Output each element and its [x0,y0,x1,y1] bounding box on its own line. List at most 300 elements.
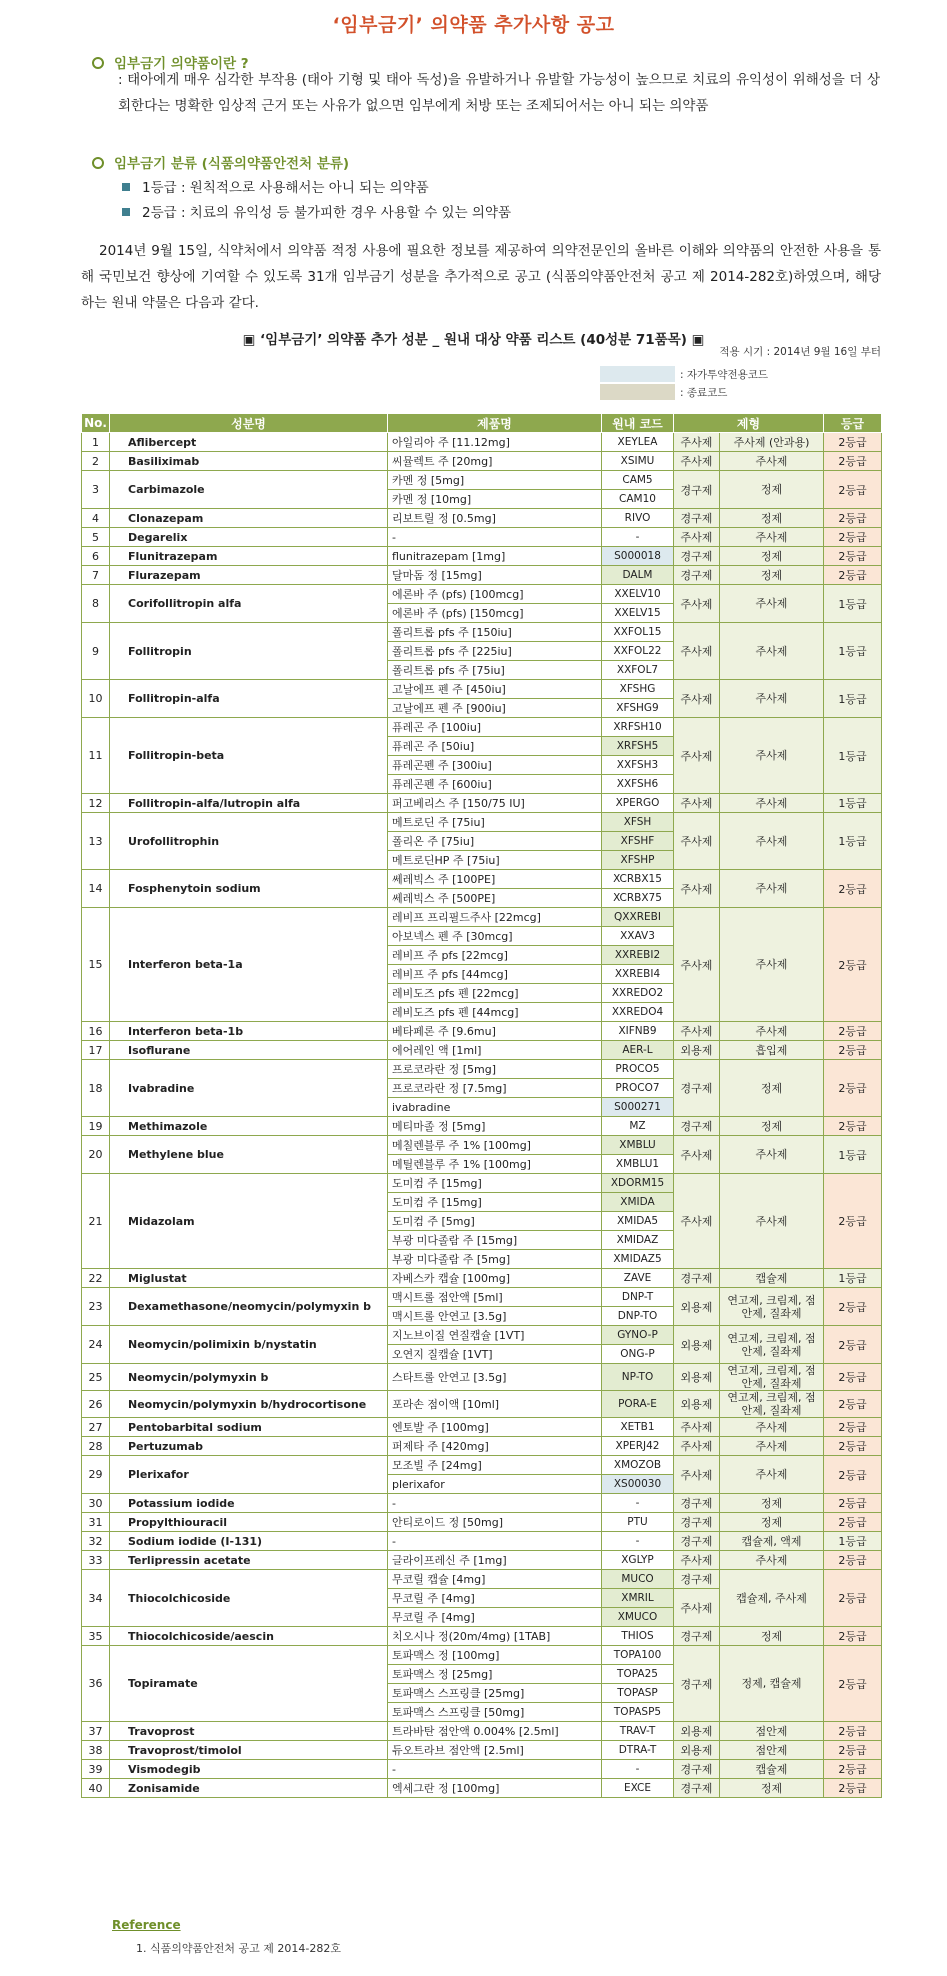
table-row [82,1456,882,1475]
table-row [82,1741,882,1760]
internal-code: RIVO [602,509,674,528]
table-row [82,1551,882,1570]
grade-value: 1등급 [824,680,882,718]
product-name: 고날에프 펜 주 [450iu] [388,680,602,699]
dosage-type: 경구제 [674,1117,720,1136]
dosage-type: 주사제 [674,585,720,623]
product-name: - [388,528,602,547]
product-name: 에론바 주 (pfs) [100mcg] [388,585,602,604]
col-header-grade: 등급 [824,414,882,433]
class-item-1: 1등급 : 원칙적으로 사용해서는 아니 되는 의약품 [122,176,429,196]
product-name: 오연지 질캡슐 [1VT] [388,1345,602,1364]
internal-code: XFSHG [602,680,674,699]
ingredient-name: Follitropin-alfa/lutropin alfa [110,794,388,813]
grade-value: 1등급 [824,623,882,680]
dosage-form: 주사제 [720,1418,824,1437]
row-number: 9 [82,623,110,680]
internal-code: - [602,1494,674,1513]
grade-value: 2등급 [824,1288,882,1326]
internal-code: XXREDO4 [602,1003,674,1022]
row-number: 38 [82,1741,110,1760]
row-number: 20 [82,1136,110,1174]
table-row [82,585,882,604]
row-number: 13 [82,813,110,870]
internal-code: TOPASP5 [602,1703,674,1722]
dosage-form: 정제 [720,547,824,566]
grade-value: 1등급 [824,585,882,623]
dosage-form: 정제 [720,1779,824,1798]
internal-code: XXREDO2 [602,984,674,1003]
ingredient-name: Neomycin/polimixin b/nystatin [110,1326,388,1364]
internal-code: XMRIL [602,1589,674,1608]
ingredient-name: Miglustat [110,1269,388,1288]
product-name: ivabradine [388,1098,602,1117]
dosage-type: 경구제 [674,1060,720,1117]
dosage-type: 주사제 [674,1174,720,1269]
dosage-type: 경구제 [674,1570,720,1589]
internal-code: TOPA25 [602,1665,674,1684]
internal-code: PROCO5 [602,1060,674,1079]
product-name: 베타페론 주 [9.6mu] [388,1022,602,1041]
grade-value: 2등급 [824,1627,882,1646]
internal-code: GYNO-P [602,1326,674,1345]
ingredient-name: Topiramate [110,1646,388,1722]
col-header-ingredient: 성분명 [110,414,388,433]
product-name: 에어레인 액 [1ml] [388,1041,602,1060]
product-name: - [388,1760,602,1779]
row-number: 36 [82,1646,110,1722]
internal-code: DTRA-T [602,1741,674,1760]
row-number: 40 [82,1779,110,1798]
table-row [82,1364,882,1391]
class-heading-text: 임부금기 분류 (식품의약품안전처 분류) [114,156,350,172]
table-row [82,1627,882,1646]
dosage-form: 주사제 [720,452,824,471]
dosage-type: 경구제 [674,1269,720,1288]
product-name: 고날에프 펜 주 [900iu] [388,699,602,718]
internal-code: XRFSH10 [602,718,674,737]
product-name: 도미컴 주 [15mg] [388,1174,602,1193]
table-row [82,1418,882,1437]
grade-value: 2등급 [824,1060,882,1117]
grade-value: 2등급 [824,1551,882,1570]
dosage-type: 주사제 [674,813,720,870]
internal-code: PORA-E [602,1391,674,1418]
product-name: 퍼고베리스 주 [150/75 IU] [388,794,602,813]
table-row [82,1391,882,1418]
dosage-type: 경구제 [674,471,720,509]
ingredient-name: Pertuzumab [110,1437,388,1456]
dosage-form: 정제 [720,471,824,509]
grade-value: 2등급 [824,1760,882,1779]
dosage-type: 외용제 [674,1364,720,1391]
dosage-form: 주사제 [720,585,824,623]
product-name: 무코릴 주 [4mg] [388,1589,602,1608]
product-name: 퓨레곤펜 주 [600iu] [388,775,602,794]
grade-value: 2등급 [824,452,882,471]
grade-value: 2등급 [824,433,882,452]
dosage-form: 주사제 [720,908,824,1022]
product-name: - [388,1494,602,1513]
ingredient-name: Plerixafor [110,1456,388,1494]
internal-code: XXELV15 [602,604,674,623]
product-name: 프로코라란 정 [7.5mg] [388,1079,602,1098]
table-row [82,1022,882,1041]
table-row [82,623,882,642]
dosage-form: 주사제 [720,680,824,718]
dosage-type: 경구제 [674,1646,720,1722]
internal-code: XMOZOB [602,1456,674,1475]
row-number: 37 [82,1722,110,1741]
ingredient-name: Flurazepam [110,566,388,585]
table-row [82,1326,882,1345]
internal-code: TOPASP [602,1684,674,1703]
product-name: 엔토발 주 [100mg] [388,1418,602,1437]
ingredient-name: Travoprost/timolol [110,1741,388,1760]
grade-value: 2등급 [824,1391,882,1418]
row-number: 10 [82,680,110,718]
row-number: 11 [82,718,110,794]
dosage-type: 주사제 [674,1551,720,1570]
product-name: 자베스카 캡슐 [100mg] [388,1269,602,1288]
table-row [82,1269,882,1288]
ingredient-name: Methylene blue [110,1136,388,1174]
ingredient-name: Follitropin [110,623,388,680]
product-name: 퓨레곤펜 주 [300iu] [388,756,602,775]
internal-code: QXXREBI [602,908,674,927]
grade-value: 1등급 [824,1136,882,1174]
dosage-form: 정제 [720,509,824,528]
ingredient-name: Neomycin/polymyxin b/hydrocortisone [110,1391,388,1418]
dosage-form: 정제 [720,1494,824,1513]
ingredient-name: Potassium iodide [110,1494,388,1513]
internal-code: PROCO7 [602,1079,674,1098]
product-name: 레비프 프리필드주사 [22mcg] [388,908,602,927]
table-row [82,547,882,566]
table-row [82,908,882,927]
dosage-type: 경구제 [674,1760,720,1779]
row-number: 14 [82,870,110,908]
legend-label-discontinued: : 종료코드 [680,387,728,399]
dosage-form: 주사제 [720,1551,824,1570]
internal-code: XXAV3 [602,927,674,946]
row-number: 23 [82,1288,110,1326]
dosage-type: 외용제 [674,1041,720,1060]
product-name: 아일리아 주 [11.12mg] [388,433,602,452]
row-number: 1 [82,433,110,452]
intro-paragraph: 2014년 9월 15일, 식약처에서 의약품 적정 사용에 필요한 정보를 제공하여 의약전문인의 올바른 이해와 의약품의 안전한 사용을 통해 국민보건 향상에 기여할 수 있도록 31개 임부금기 성분을 추가적으로 공고 (식품의약품안전처 공고 제 2014-282호)하였으며, 해당하는 원내 약물은 다음과 같다. [81,243,881,311]
internal-code: S000018 [602,547,674,566]
internal-code: XEYLEA [602,433,674,452]
dosage-form: 캡슐제, 액제 [720,1532,824,1551]
dosage-type: 주사제 [674,1022,720,1041]
dosage-form: 주사제 [720,1136,824,1174]
internal-code: XXFOL7 [602,661,674,680]
product-name: 메틸렌블루 주 1% [100mg] [388,1155,602,1174]
dosage-type: 주사제 [674,680,720,718]
circle-bullet-icon [92,57,104,69]
product-name: 쎄레빅스 주 [500PE] [388,889,602,908]
product-name: 레비도즈 pfs 펜 [44mcg] [388,1003,602,1022]
dosage-form: 정제, 캡슐제 [720,1646,824,1722]
grade-value: 2등급 [824,1513,882,1532]
ingredient-name: Sodium iodide (I-131) [110,1532,388,1551]
definition-heading-text: 임부금기 의약품이란 ? [114,56,249,72]
dosage-form: 정제 [720,1117,824,1136]
grade-value: 2등급 [824,1041,882,1060]
table-row [82,1779,882,1798]
table-row [82,1513,882,1532]
ingredient-name: Degarelix [110,528,388,547]
dosage-form: 주사제 [720,1456,824,1494]
row-number: 29 [82,1456,110,1494]
dosage-form: 주사제 [720,528,824,547]
square-bullet-icon [122,208,130,216]
product-name: 토파맥스 스프링클 [50mg] [388,1703,602,1722]
ingredient-name: Isoflurane [110,1041,388,1060]
internal-code: ZAVE [602,1269,674,1288]
definition-text: : 태아에게 매우 심각한 부작용 (태아 기형 및 태아 독성)을 유발하거나 유발할 가능성이 높으므로 치료의 유익성이 위해성을 더 상회한다는 명확한 임상적 근거 또는 사유가 없으면 임부에게 처방 또는 조제되어서는 아니 되는 의약품 [118,72,880,114]
product-name: 엑세그란 정 [100mg] [388,1779,602,1798]
grade-value: 2등급 [824,1456,882,1494]
grade-value: 2등급 [824,1646,882,1722]
ingredient-name: Basiliximab [110,452,388,471]
grade-value: 2등급 [824,1722,882,1741]
internal-code: AER-L [602,1041,674,1060]
product-name: 무코릴 주 [4mg] [388,1608,602,1627]
dosage-form: 정제 [720,1627,824,1646]
dosage-type: 경구제 [674,547,720,566]
grade-value: 1등급 [824,813,882,870]
product-name: 아보넥스 펜 주 [30mcg] [388,927,602,946]
ingredient-name: Ivabradine [110,1060,388,1117]
internal-code: XXREBI2 [602,946,674,965]
row-number: 24 [82,1326,110,1364]
ingredient-name: Flunitrazepam [110,547,388,566]
internal-code: XMIDA [602,1193,674,1212]
dosage-type: 외용제 [674,1288,720,1326]
table-row [82,1760,882,1779]
table-row [82,452,882,471]
dosage-form: 정제 [720,1513,824,1532]
row-number: 22 [82,1269,110,1288]
product-name: 토파맥스 정 [100mg] [388,1646,602,1665]
dosage-form: 주사제 [720,1022,824,1041]
product-name: 맥시트롤 안연고 [3.5g] [388,1307,602,1326]
internal-code: XFSH [602,813,674,832]
dosage-form: 정제 [720,566,824,585]
row-number: 6 [82,547,110,566]
dosage-form: 주사제 [720,813,824,870]
internal-code: XIFNB9 [602,1022,674,1041]
product-name: 메티마졸 정 [5mg] [388,1117,602,1136]
dosage-type: 외용제 [674,1326,720,1364]
dosage-type: 경구제 [674,1494,720,1513]
table-row [82,528,882,547]
row-number: 2 [82,452,110,471]
effective-date: 적용 시기 : 2014년 9월 16일 부터 [719,346,881,358]
row-number: 4 [82,509,110,528]
internal-code: MUCO [602,1570,674,1589]
ingredient-name: Methimazole [110,1117,388,1136]
row-number: 21 [82,1174,110,1269]
table-row [82,794,882,813]
grade-value: 2등급 [824,1174,882,1269]
product-name: 쎄레빅스 주 [100PE] [388,870,602,889]
table-header-row [82,414,882,433]
dosage-form: 연고제, 크림제, 점안제, 질좌제 [720,1288,824,1326]
ingredient-name: Urofollitrophin [110,813,388,870]
product-name: 메칠렌블루 주 1% [100mg] [388,1136,602,1155]
product-name: 부광 미다졸람 주 [5mg] [388,1250,602,1269]
table-row [82,1646,882,1665]
product-name: 듀오트라브 점안액 [2.5ml] [388,1741,602,1760]
dosage-type: 주사제 [674,870,720,908]
ingredient-name: Dexamethasone/neomycin/polymyxin b [110,1288,388,1326]
grade-value: 2등급 [824,566,882,585]
product-name: 무코릴 캡슐 [4mg] [388,1570,602,1589]
row-number: 17 [82,1041,110,1060]
ingredient-name: Terlipressin acetate [110,1551,388,1570]
internal-code: XMBLU1 [602,1155,674,1174]
grade-value: 1등급 [824,1532,882,1551]
product-name: 지노브이질 연질캡슐 [1VT] [388,1326,602,1345]
internal-code: - [602,1532,674,1551]
table-row [82,566,882,585]
ingredient-name: Fosphenytoin sodium [110,870,388,908]
product-name: 도미컴 주 [15mg] [388,1193,602,1212]
table-row [82,1060,882,1079]
dosage-type: 주사제 [674,1456,720,1494]
dosage-type: 주사제 [674,908,720,1022]
product-name: 씨뮬렉트 주 [20mg] [388,452,602,471]
reference-heading: Reference [112,1918,181,1932]
dosage-type: 주사제 [674,1437,720,1456]
class-heading [92,152,349,172]
dosage-type: 경구제 [674,1779,720,1798]
legend-swatch-discontinued [600,384,675,400]
dosage-type: 외용제 [674,1741,720,1760]
internal-code: ONG-P [602,1345,674,1364]
dosage-form: 주사제 [720,718,824,794]
ingredient-name: Neomycin/polymyxin b [110,1364,388,1391]
dosage-form: 주사제 (안과용) [720,433,824,452]
product-name: 스타트롤 안연고 [3.5g] [388,1364,602,1391]
grade-value: 2등급 [824,471,882,509]
internal-code: XMIDAZ5 [602,1250,674,1269]
internal-code: XPERJ42 [602,1437,674,1456]
product-name: - [388,1532,602,1551]
dosage-type: 주사제 [674,1136,720,1174]
grade-value: 2등급 [824,509,882,528]
grade-value: 2등급 [824,908,882,1022]
ingredient-name: Travoprost [110,1722,388,1741]
internal-code: XFSHG9 [602,699,674,718]
table-row [82,1532,882,1551]
dosage-form: 점안제 [720,1741,824,1760]
internal-code: DNP-TO [602,1307,674,1326]
dosage-form: 연고제, 크림제, 점안제, 질좌제 [720,1326,824,1364]
internal-code: XETB1 [602,1418,674,1437]
dosage-type: 외용제 [674,1391,720,1418]
col-header-code: 원내 코드 [602,414,674,433]
grade-value: 2등급 [824,528,882,547]
grade-value: 2등급 [824,1570,882,1627]
row-number: 35 [82,1627,110,1646]
table-row [82,1494,882,1513]
internal-code: XMIDAZ [602,1231,674,1250]
table-row [82,1136,882,1155]
ingredient-name: Interferon beta-1b [110,1022,388,1041]
product-name: plerixafor [388,1475,602,1494]
product-name: 카멘 정 [5mg] [388,471,602,490]
internal-code: XXFSH3 [602,756,674,775]
ingredient-name: Thiocolchicoside/aescin [110,1627,388,1646]
product-name: 토파맥스 스프링클 [25mg] [388,1684,602,1703]
row-number: 3 [82,471,110,509]
internal-code: XXFOL22 [602,642,674,661]
table-row [82,870,882,889]
drug-table [81,413,882,1798]
legend-label-self-injection: : 자가투약전용코드 [680,369,769,381]
internal-code: XXELV10 [602,585,674,604]
dosage-form: 주사제 [720,623,824,680]
product-name: 토파맥스 정 [25mg] [388,1665,602,1684]
internal-code: XMIDA5 [602,1212,674,1231]
ingredient-name: Vismodegib [110,1760,388,1779]
grade-value: 2등급 [824,1494,882,1513]
internal-code: PTU [602,1513,674,1532]
grade-value: 2등급 [824,547,882,566]
circle-bullet-icon [92,157,104,169]
col-header-no: No. [82,414,110,433]
product-name: 달마돔 정 [15mg] [388,566,602,585]
legend-swatch-self-injection [600,366,675,382]
class-item-2: 2등급 : 치료의 유익성 등 불가피한 경우 사용할 수 있는 의약품 [122,201,511,221]
dosage-form: 주사제 [720,1174,824,1269]
dosage-type: 경구제 [674,1532,720,1551]
internal-code: EXCE [602,1779,674,1798]
internal-code: THIOS [602,1627,674,1646]
internal-code: XGLYP [602,1551,674,1570]
product-name: 트라바탄 점안액 0.004% [2.5ml] [388,1722,602,1741]
row-number: 28 [82,1437,110,1456]
dosage-form: 정제 [720,1060,824,1117]
product-name: 퓨레곤 주 [100iu] [388,718,602,737]
internal-code: XRFSH5 [602,737,674,756]
product-name: 모조빌 주 [24mg] [388,1456,602,1475]
internal-code: NP-TO [602,1364,674,1391]
row-number: 8 [82,585,110,623]
dosage-form: 주사제 [720,870,824,908]
dosage-type: 주사제 [674,718,720,794]
internal-code: DNP-T [602,1288,674,1307]
dosage-type: 경구제 [674,509,720,528]
internal-code: MZ [602,1117,674,1136]
row-number: 39 [82,1760,110,1779]
internal-code: CAM5 [602,471,674,490]
grade-value: 2등급 [824,870,882,908]
dosage-type: 주사제 [674,452,720,471]
product-name: 메트로딘HP 주 [75iu] [388,851,602,870]
grade-value: 2등급 [824,1779,882,1798]
ingredient-name: Midazolam [110,1174,388,1269]
internal-code: XFSHF [602,832,674,851]
row-number: 15 [82,908,110,1022]
table-row [82,1041,882,1060]
internal-code: XXREBI4 [602,965,674,984]
grade-value: 1등급 [824,1269,882,1288]
